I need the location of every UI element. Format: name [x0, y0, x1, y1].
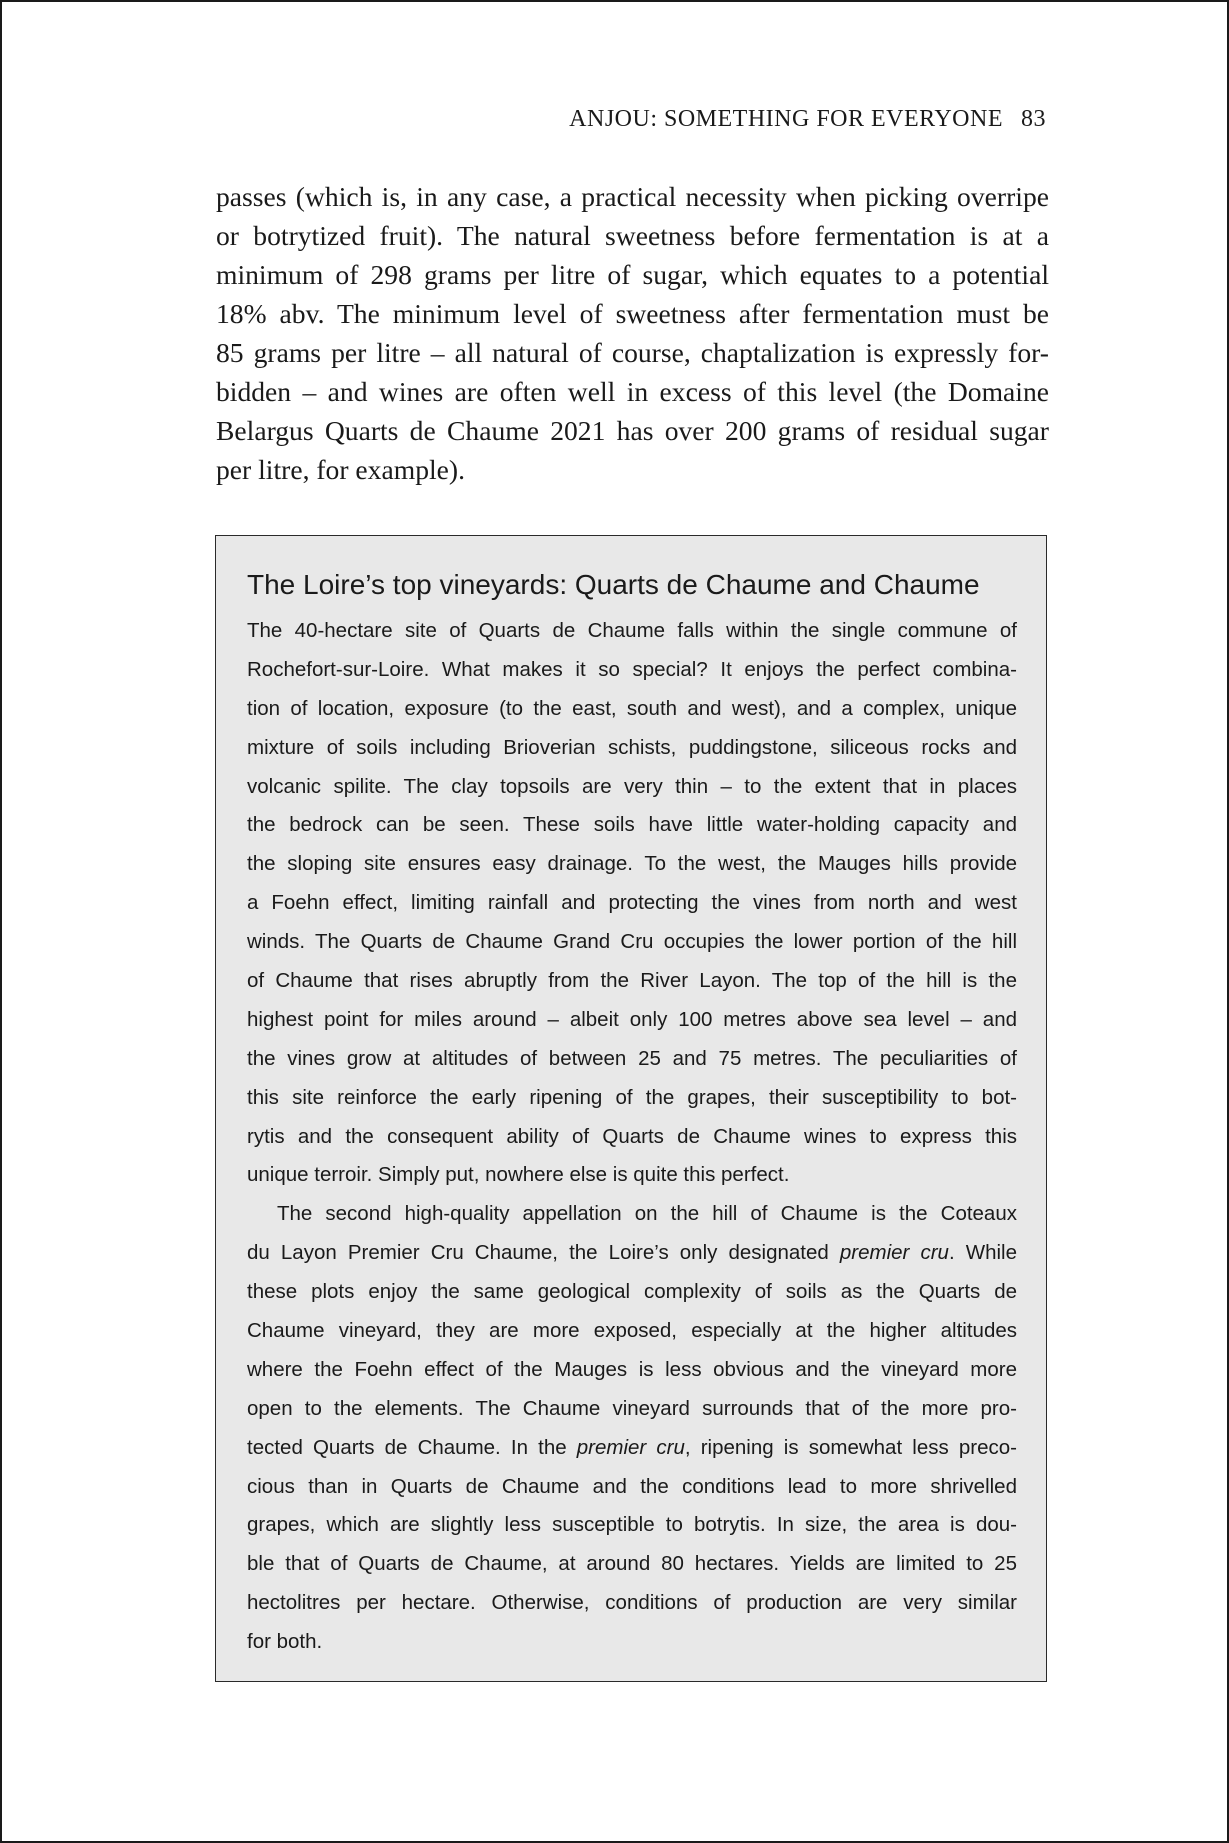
sidebar-title: The Loire’s top vineyards: Quarts de Chaume and Chaume: [247, 569, 980, 600]
sidebar-line: rytis and the consequent ability of Quarts de Chaume wines to express this: [247, 1124, 1017, 1148]
text-run: , ripening is somewhat less preco-: [684, 1435, 1017, 1459]
sidebar-line: grapes, which are slightly less susceptible to botrytis. In size, the area is dou-: [247, 1513, 1017, 1537]
text-run: du Layon Premier Cru Chaume, the Loire’s only designated: [247, 1241, 840, 1265]
running-header: [569, 106, 1046, 133]
sidebar-line: tion of location, exposure (to the east, south and west), and a complex, unique: [247, 696, 1017, 720]
italic-term: premier cru: [576, 1435, 685, 1459]
text-line: per litre, for example).: [216, 454, 465, 485]
sidebar-line: The 40-hectare site of Quarts de Chaume falls within the single commune of: [247, 619, 1017, 642]
sidebar-line: mixture of soils including Brioverian schists, puddingstone, siliceous rocks and: [247, 735, 1017, 759]
sidebar-line: unique terroir. Simply put, nowhere else is quite this perfect.: [247, 1163, 790, 1187]
text-run: . While: [948, 1241, 1017, 1265]
sidebar-line: [247, 1429, 1017, 1468]
sidebar-line: highest point for miles around – albeit only 100 metres above sea level – and: [247, 1007, 1017, 1031]
sidebar-line: the vines grow at altitudes of between 25 and 75 metres. The peculiarities of: [247, 1046, 1017, 1070]
text-line: Belargus Quarts de Chaume 2021 has over 200 grams of residual sugar: [216, 415, 1049, 446]
sidebar-line: open to the elements. The Chaume vineyard surrounds that of the more pro-: [247, 1396, 1017, 1420]
text-line: 85 grams per litre – all natural of course, chaptalization is expressly for-: [216, 337, 1049, 368]
sidebar-line: ble that of Quarts de Chaume, at around 80 hectares. Yields are limited to 25: [247, 1552, 1017, 1576]
sidebar-line: [247, 1234, 1017, 1273]
text-line: or botrytized fruit). The natural sweetness before fermentation is at a: [216, 220, 1049, 251]
sidebar-line: the bedrock can be seen. These soils have little water-holding capacity and: [247, 813, 1017, 837]
sidebar-box: [215, 535, 1047, 1682]
sidebar-line: Chaume vineyard, they are more exposed, especially at the higher altitudes: [247, 1319, 1017, 1343]
sidebar-line: the sloping site ensures easy drainage. To the west, the Mauges hills provide: [247, 852, 1017, 876]
text-line: 18% abv. The minimum level of sweetness after fermentation must be: [216, 298, 1049, 329]
sidebar-line: cious than in Quarts de Chaume and the conditions lead to more shrivelled: [247, 1474, 1017, 1498]
sidebar-body: [247, 612, 1017, 1662]
sidebar-line: a Foehn effect, limiting rainfall and protecting the vines from north and west: [247, 891, 1017, 915]
italic-term: premier cru: [839, 1241, 949, 1265]
text-run: tected Quarts de Chaume. In the: [247, 1435, 577, 1459]
text-line: minimum of 298 grams per litre of sugar, which equates to a potential: [216, 259, 1049, 290]
sidebar-line: volcanic spilite. The clay topsoils are very thin – to the extent that in places: [247, 774, 1017, 798]
running-title: ANJOU: SOMETHING FOR EVERYONE: [569, 106, 1003, 132]
sidebar-line: for both.: [247, 1630, 323, 1654]
page-number: 83: [1021, 106, 1046, 132]
sidebar-line: hectolitres per hectare. Otherwise, conditions of production are very similar: [247, 1591, 1017, 1615]
text-line: passes (which is, in any case, a practical necessity when picking overripe: [216, 181, 1049, 212]
sidebar-line: where the Foehn effect of the Mauges is less obvious and the vineyard more: [247, 1357, 1017, 1381]
sidebar-line: these plots enjoy the same geological complexity of soils as the Quarts de: [247, 1280, 1017, 1304]
body-paragraph: [216, 177, 1049, 489]
sidebar-line: this site reinforce the early ripening of the grapes, their susceptibility to bot-: [247, 1085, 1017, 1109]
sidebar-line: of Chaume that rises abruptly from the River Layon. The top of the hill is the: [247, 969, 1017, 993]
sidebar-line: winds. The Quarts de Chaume Grand Cru occupies the lower portion of the hill: [247, 930, 1017, 954]
sidebar-line: The second high-quality appellation on the hill of Chaume is the Coteaux: [277, 1202, 1017, 1226]
sidebar-line: Rochefort-sur-Loire. What makes it so special? It enjoys the perfect combina-: [247, 657, 1017, 681]
text-line: bidden – and wines are often well in excess of this level (the Domaine: [216, 376, 1049, 407]
